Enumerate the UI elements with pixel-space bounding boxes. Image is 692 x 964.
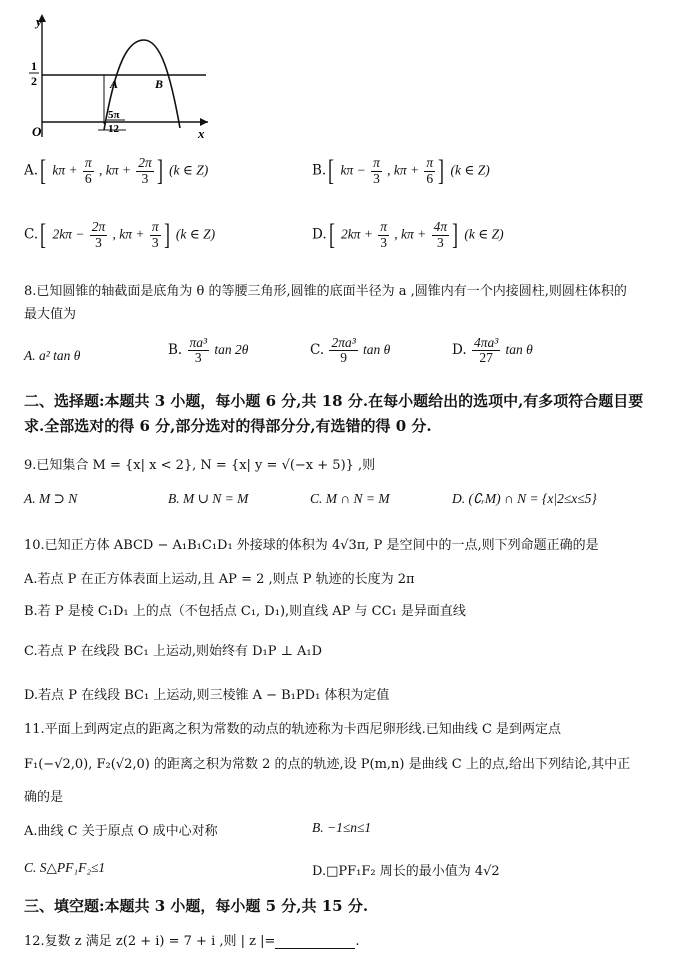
section-2-heading-line1: 二、选择题:本题共 3 小题，每小题 6 分,共 18 分.在每小题给出的选项中,有多项符合题目要 <box>24 392 644 410</box>
q9-option-a[interactable]: A. M ⊃ N <box>24 491 78 506</box>
q7-option-b[interactable]: B.[ kπ − $\frac{\pi}{3}$ , kπ + $\frac{\pi}{6}$ ] (k ∈ Z) <box>312 154 490 187</box>
q12-stem: 12.复数 z 满足 z(2 + i) = 7 + i ,则 | z |= . <box>24 934 360 949</box>
q11-stem-line2: F₁(−√2,0), F₂(√2,0) 的距离之积为常数 2 的点的轨迹,设 P(m,n) 是曲线 C 上的点,给出下列结论,其中正 <box>24 757 631 772</box>
q10-option-c[interactable]: C.若点 P 在线段 BC₁ 上运动,则始终有 D₁P ⊥ A₁D <box>24 644 323 659</box>
q7-option-d[interactable]: D.[ 2kπ + $\frac{\pi}{3}$ , kπ + $\frac{4\pi}{3}$ ] (k ∈ Z) <box>312 218 504 251</box>
graph-point-b: B <box>155 77 164 91</box>
section-3-heading: 三、填空题:本题共 3 小题，每小题 5 分,共 15 分. <box>24 897 369 915</box>
graph-point-a: A <box>110 77 119 91</box>
graph-tick-num: 5π <box>108 109 120 121</box>
q7-option-c[interactable]: C.[ 2kπ − $\frac{2\pi}{3}$ , kπ + $\frac{\pi}{3}$ ] (k ∈ Z) <box>24 218 216 251</box>
q11-stem-line3: 确的是 <box>24 790 64 805</box>
q11-option-b[interactable]: B. −1≤n≤1 <box>312 820 372 835</box>
q8-option-a[interactable]: A. a² tan θ <box>24 348 81 363</box>
q9-option-d[interactable]: D. (∁ᵣM) ∩ N = {x|2≤x≤5} <box>452 491 597 506</box>
q7-option-a[interactable]: A.[ kπ + $\frac{\pi}{6}$ , kπ + $\frac{2\pi}{3}$ ] (k ∈ Z) <box>24 154 209 187</box>
sine-graph <box>28 12 213 140</box>
graph-half-num: 1 <box>31 59 37 73</box>
q8-option-b[interactable]: B. $\frac{\text{πa³}}{3}$ tan 2θ <box>168 335 249 366</box>
q11-option-d[interactable]: D.□PF₁F₂ 周长的最小值为 4√2 <box>312 864 500 879</box>
graph-x-label: x <box>198 126 205 140</box>
graph-origin-label: O <box>32 124 42 139</box>
q11-stem-line1: 11.平面上到两定点的距离之积为常数的动点的轨迹称为卡西尼卵形线.已知曲线 C 是到两定点 <box>24 722 562 737</box>
graph-y-label: y <box>36 14 42 29</box>
q10-stem: 10.已知正方体 ABCD − A₁B₁C₁D₁ 外接球的体积为 4√3π, P 是空间中的一点,则下列命题正确的是 <box>24 538 599 553</box>
q8-option-c[interactable]: C. $\frac{\text{2πa³}}{9}$ tan θ <box>310 335 391 366</box>
q11-option-c[interactable]: C. S△PF₁F₂≤1 <box>24 860 106 875</box>
q9-option-b[interactable]: B. M ∪ N = M <box>168 491 249 506</box>
q12-answer-blank[interactable] <box>275 936 355 949</box>
q8-stem-line1: 8.已知圆锥的轴截面是底角为 θ 的等腰三角形,圆锥的底面半径为 a ,圆锥内有一个内接圆柱,则圆柱体积的 <box>24 284 627 299</box>
q10-option-d[interactable]: D.若点 P 在线段 BC₁ 上运动,则三棱锥 A − B₁PD₁ 体积为定值 <box>24 688 390 703</box>
q9-option-c[interactable]: C. M ∩ N = M <box>310 491 390 506</box>
q10-option-a[interactable]: A.若点 P 在正方体表面上运动,且 AP = 2 ,则点 P 轨迹的长度为 2π <box>24 572 415 587</box>
q8-option-d[interactable]: D. $\frac{\text{4πa³}}{27}$ tan θ <box>452 335 533 366</box>
q10-option-b[interactable]: B.若 P 是棱 C₁D₁ 上的点（不包括点 C₁, D₁),则直线 AP 与 CC₁ 是异面直线 <box>24 604 466 619</box>
graph-tick-den: 12 <box>108 123 119 135</box>
q9-stem: 9.已知集合 M = {x| x < 2}, N = {x| y = √(−x + 5)} ,则 <box>24 458 376 473</box>
section-2-heading-line2: 求.全部选对的得 6 分,部分选对的得部分分,有选错的得 0 分. <box>24 417 432 435</box>
graph-half-den: 2 <box>31 74 37 88</box>
q8-stem-line2: 最大值为 <box>24 307 77 322</box>
q11-option-a[interactable]: A.曲线 C 关于原点 O 成中心对称 <box>24 824 218 839</box>
